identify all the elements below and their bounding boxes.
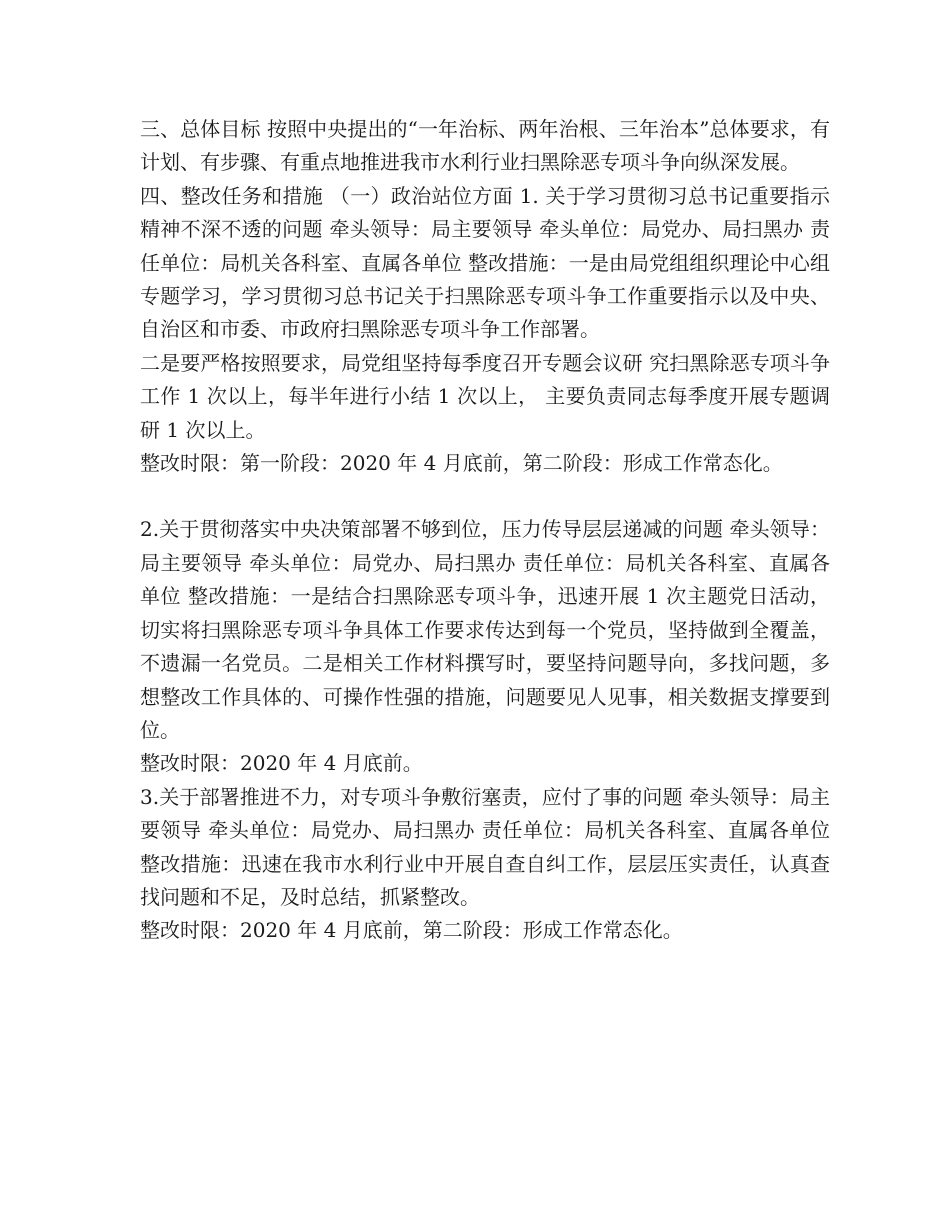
paragraph-rectification-tasks: 四、整改任务和措施 （一）政治站位方面 1. 关于学习贯彻习总书记重要指示精神不深不透的问题 牵头领导：局主要领导 牵头单位：局党办、局扫黑办 责任单位：局机关各科室、直属各单位 整改措施：一是由局党组组织理论中心组专题学习，学习贯彻习总书记关于扫黑除恶专项斗争工作重要指示以及中央、自治区和市委、市政府扫黑除恶专项斗争工作部署。: [140, 183, 830, 342]
paragraph-item-3: 3.关于部署推进不力，对专项斗争敷衍塞责，应付了事的问题 牵头领导：局主要领导 牵头单位：局党办、局扫黑办 责任单位：局机关各科室、直属各单位 整改措施：迅速在我市水利行业中开展自查自纠工作，层层压实责任，认真查找问题和不足，及时总结，抓紧整改。: [140, 784, 830, 909]
paragraph-deadline-3: 整改时限：2020 年 4 月底前，第二阶段：形成工作常态化。: [140, 918, 683, 943]
document-body: [140, 113, 830, 948]
paragraph-spacer: [140, 480, 830, 513]
paragraph-deadline-2: 整改时限：2020 年 4 月底前。: [140, 751, 423, 776]
paragraph-item-2: 2.关于贯彻落实中央决策部署不够到位，压力传导层层递减的问题 牵头领导：局主要领导 牵头单位：局党办、局扫黑办 责任单位：局机关各科室、直属各单位 整改措施：一是结合扫黑除恶专项斗争，迅速开展 1 次主题党日活动，切实将扫黑除恶专项斗争具体工作要求传达到每一个党员，坚持做到全覆盖，不遗漏一名党员。二是相关工作材料撰写时，要坚持问题导向，多找问题，多想整改工作具体的、可操作性强的措施，问题要见人见事，相关数据支撑要到位。: [140, 517, 830, 742]
paragraph-measure-two: 二是要严格按照要求，局党组坚持每季度召开专题会议研 究扫黑除恶专项斗争工作 1 次以上，每半年进行小结 1 次以上， 主要负责同志每季度开展专题调研 1 次以上。: [140, 350, 830, 442]
paragraph-deadline-1: 整改时限：第一阶段：2020 年 4 月底前，第二阶段：形成工作常态化。: [140, 451, 783, 476]
paragraph-general-goal: 三、总体目标 按照中央提出的“一年治标、两年治根、三年治本”总体要求，有计划、有步骤、有重点地推进我市水利行业扫黑除恶专项斗争向纵深发展。: [140, 117, 830, 175]
